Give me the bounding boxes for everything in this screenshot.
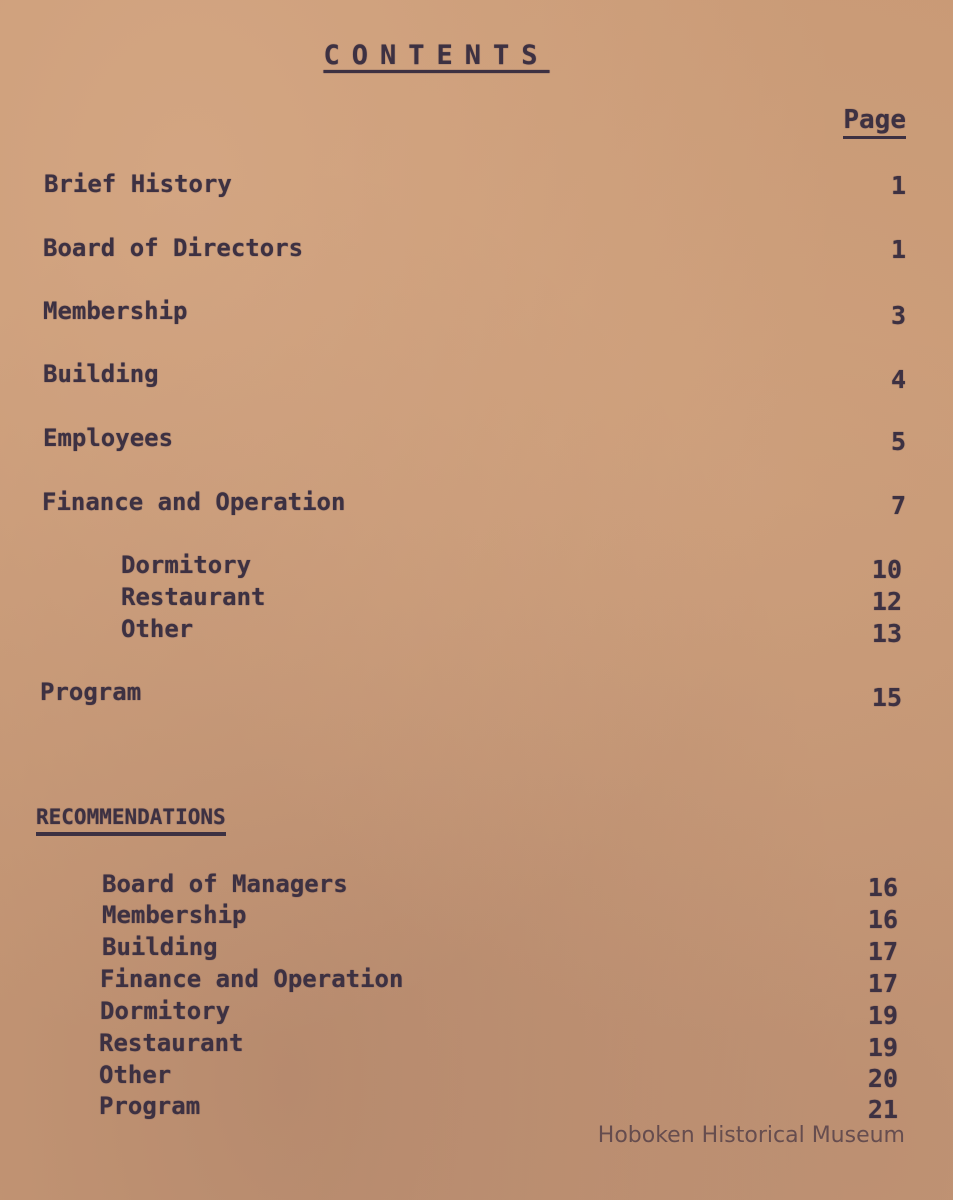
toc-entry-label: Membership	[43, 297, 188, 325]
rec-entry-label: Membership	[102, 901, 247, 929]
toc-entry-page: 7	[890, 491, 906, 520]
toc-entry-label: Building	[43, 360, 159, 388]
recommendations-heading: RECOMMENDATIONS	[36, 802, 226, 836]
toc-entry-label: Program	[40, 678, 142, 706]
rec-entry-page: 19	[867, 1033, 898, 1062]
rec-entry-label: Board of Managers	[102, 870, 348, 898]
toc-entry-page: 1	[890, 171, 906, 200]
rec-entry-label: Restaurant	[99, 1029, 244, 1057]
toc-entry-page: 3	[890, 301, 906, 330]
rec-entry-page: 17	[867, 937, 898, 966]
toc-entry-label: Brief History	[44, 170, 232, 198]
rec-entry-label: Program	[99, 1092, 201, 1120]
toc-entry-label: Employees	[43, 424, 174, 452]
toc-entry-page: 15	[871, 683, 902, 712]
rec-entry-page: 19	[867, 1001, 898, 1030]
toc-subentry-page: 13	[871, 619, 902, 648]
toc-subentry-label: Dormitory	[121, 551, 252, 579]
toc-entry-page: 4	[890, 365, 906, 394]
rec-entry-label: Other	[99, 1061, 172, 1089]
toc-entry-page: 1	[890, 235, 906, 264]
rec-entry-page: 20	[867, 1064, 898, 1093]
page-title: CONTENTS	[323, 40, 550, 71]
toc-subentry-page: 10	[871, 555, 902, 584]
rec-entry-page: 16	[867, 905, 898, 934]
toc-subentry-label: Other	[121, 615, 194, 643]
rec-entry-page: 21	[867, 1095, 898, 1124]
rec-entry-page: 16	[867, 873, 898, 902]
rec-entry-label: Building	[102, 933, 218, 961]
page-column-header: Page	[843, 106, 906, 139]
rec-entry-label: Finance and Operation	[100, 965, 404, 993]
toc-entry-page: 5	[890, 427, 906, 456]
rec-entry-label: Dormitory	[100, 997, 231, 1025]
toc-subentry-page: 12	[871, 587, 902, 616]
toc-subentry-label: Restaurant	[121, 583, 266, 611]
toc-entry-label: Finance and Operation	[42, 488, 346, 516]
rec-entry-page: 17	[867, 969, 898, 998]
toc-entry-label: Board of Directors	[43, 234, 304, 262]
museum-watermark: Hoboken Historical Museum	[597, 1123, 905, 1148]
